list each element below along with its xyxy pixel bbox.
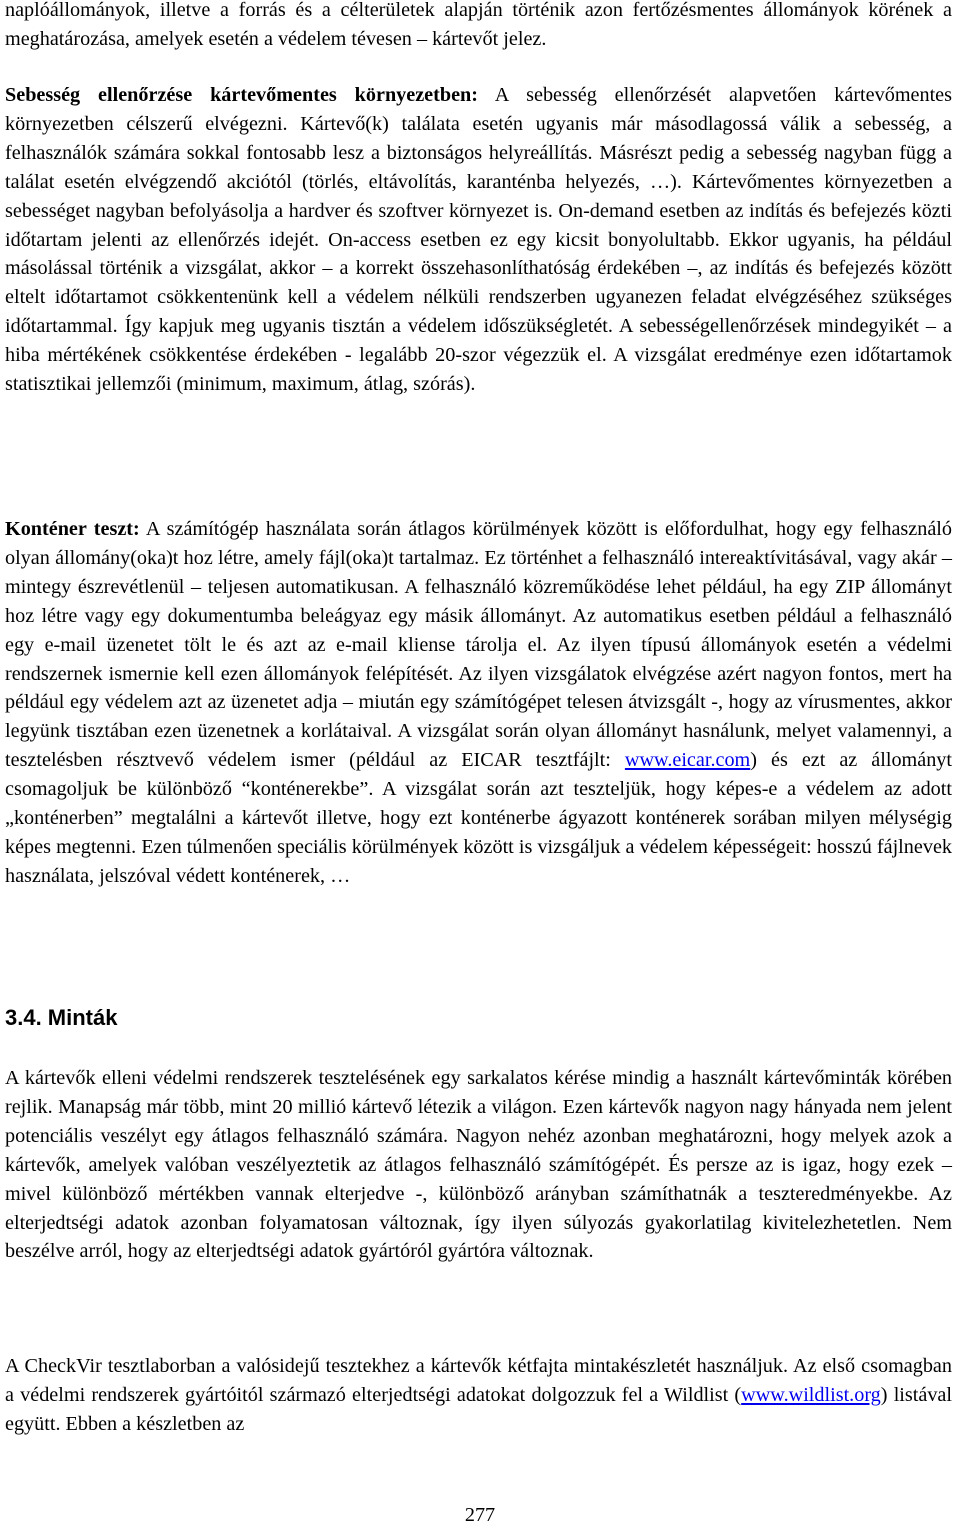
paragraph-speed-test [5, 81, 952, 399]
wildlist-link[interactable]: www.wildlist.org [741, 1383, 881, 1406]
page-number: 277 [464, 1504, 496, 1526]
paragraph-text: A CheckVir tesztlaborban a valósidejű tesztekhez a kártevők kétfajta mintakészletét használjuk. Az első csomagban a védelmi rendszerek gyártóitól származó elterjedtségi adatokat dolgozzuk fel a Wildlist ( [5, 1355, 952, 1406]
paragraph-title: Sebesség ellenőrzése kártevőmentes környezetben: [5, 84, 479, 106]
section-heading: 3.4. Minták [5, 1005, 118, 1030]
paragraph-text: ) listával együtt. Ebben a készletben az [5, 1383, 952, 1435]
paragraph-text: A sebesség ellenőrzését alapvetően kártevőmentes környezetben célszerű elvégezni. Kártevő(k) találata esetén ugyanis már másodlagossá válik a sebesség, a felhasználók számára sokkal fontosabb lesz a biztonságos helyreállítás. Másrészt pedig a sebesség nagyban függ a találat esetén elvégzendő akciótól (törlés, eltávolítás, karanténba helyezés, …). Kártevőmentes környezetben a sebességet nagyban befolyásolja a hardver és szoftver környezet is. On-demand esetben az indítás és befejezés közti időtartam jelenti az ellenőrzés idejét. On-access esetben ez egy kicsit bonyolultabb. Ekkor ugyanis, ha például másolással történik a vizsgálat, akkor – a korrekt összehasonlíthatóság érdekében –, az indítás és befejezés között eltelt időtartamot csökkentenünk kell a védelem nélküli rendszerben ugyanezen feladat elvégzéséhez szükséges időtartammal. Így kapjuk meg ugyanis tisztán a védelem időszükségletét. A sebességellenőrzések mindegyikét – a hiba mértékének csökkentése érdekében - legalább 20-szor végezzük el. A vizsgálat eredménye ezen időtartamok statisztikai jellemzői (minimum, maximum, átlag, szórás). [5, 84, 952, 396]
paragraph-checkvir [5, 1352, 952, 1439]
paragraph-text: A számítógép használata során átlagos körülmények között is előfordulhat, hogy egy felhasználó olyan állomány(oka)t hoz létre, amely fájl(oka)t tartalmaz. Ez történhet a felhasználó intereaktívitásával, vagy akár – mintegy észrevétlenül – teljesen automatikusan. A felhasználó közreműködése lehet például, ha egy ZIP állományt hoz létre vagy egy dokumentumba beleágyaz egy másik állományt. Az automatikus esetben például a felhasználó egy e-mail üzenetet tölt le és azt az e-mail kliense tárolja el. Az ilyen típusú állományok esetén a védelmi rendszernek ismernie kell ezen állományok felépítését. Az ilyen vizsgálatok elvégzése azért nagyon fontos, mert ha például egy védelem azt az üzenetet adja – miután egy számítógépet telesen átvizsgált -, hogy az vírusmentes, akkor legyünk tisztában ezen üzenetnek a korlátaival. A vizsgálat során olyan állományt hasnálunk, melyet valamennyi, a tesztelésben résztvevő védelem ismer (például az EICAR tesztfájlt: [5, 518, 952, 772]
paragraph-text: A kártevők elleni védelmi rendszerek tesztelésének egy sarkalatos kérése mindig a használt kártevőminták körében rejlik. Manapság már több, mint 20 millió kártevő létezik a világon. Ezen kártevők nagyon nagy hányada nem jelent potenciális veszélyt egy átlagos felhasználó számára. Nagyon nehéz azonban meghatározni, hogy melyek azok a kártevők, amelyek valóban veszélyeztetik az átlagos felhasználó számítógépét. És persze az is igaz, hogy ezek – mivel különböző mértékben vannak elterjedve -, különböző arányban számíthatnák a teszteredményekbe. Az elterjedtségi adatok azonban folyamatosan változnak, így ilyen súlyozás gyakorlatilag kivitelezhetetlen. Nem beszélve arról, hogy az elterjedtségi adatok gyártóról gyártóra változnak. [5, 1067, 952, 1263]
paragraph-false-positive [5, 0, 952, 54]
paragraph-text: naplóállományok, illetve a forrás és a célterületek alapján történik azon fertőzésmentes állományok körének a meghatározása, amelyek esetén a védelem tévesen – kártevőt jelez. [5, 0, 952, 50]
paragraph-text: ) és ezt az állományt csomagoljuk be különböző “konténerekbe”. A vizsgálat során azt teszteljük, hogy képes-e a védelem az adott „konténerben” megtalálni a kártevőt illetve, hogy ezt konténerbe ágyazott konténerek sorában milyen mélységig képes megtenni. Ezen túlmenően speciális körülmények között is vizsgáljuk a védelem képességeit: hosszú fájlnevek használata, jelszóval védett konténerek, … [5, 749, 953, 887]
paragraph-samples [5, 1064, 952, 1266]
paragraph-container-test [5, 515, 952, 891]
eicar-link[interactable]: www.eicar.com [624, 749, 751, 772]
paragraph-title: Konténer teszt: [5, 518, 140, 540]
